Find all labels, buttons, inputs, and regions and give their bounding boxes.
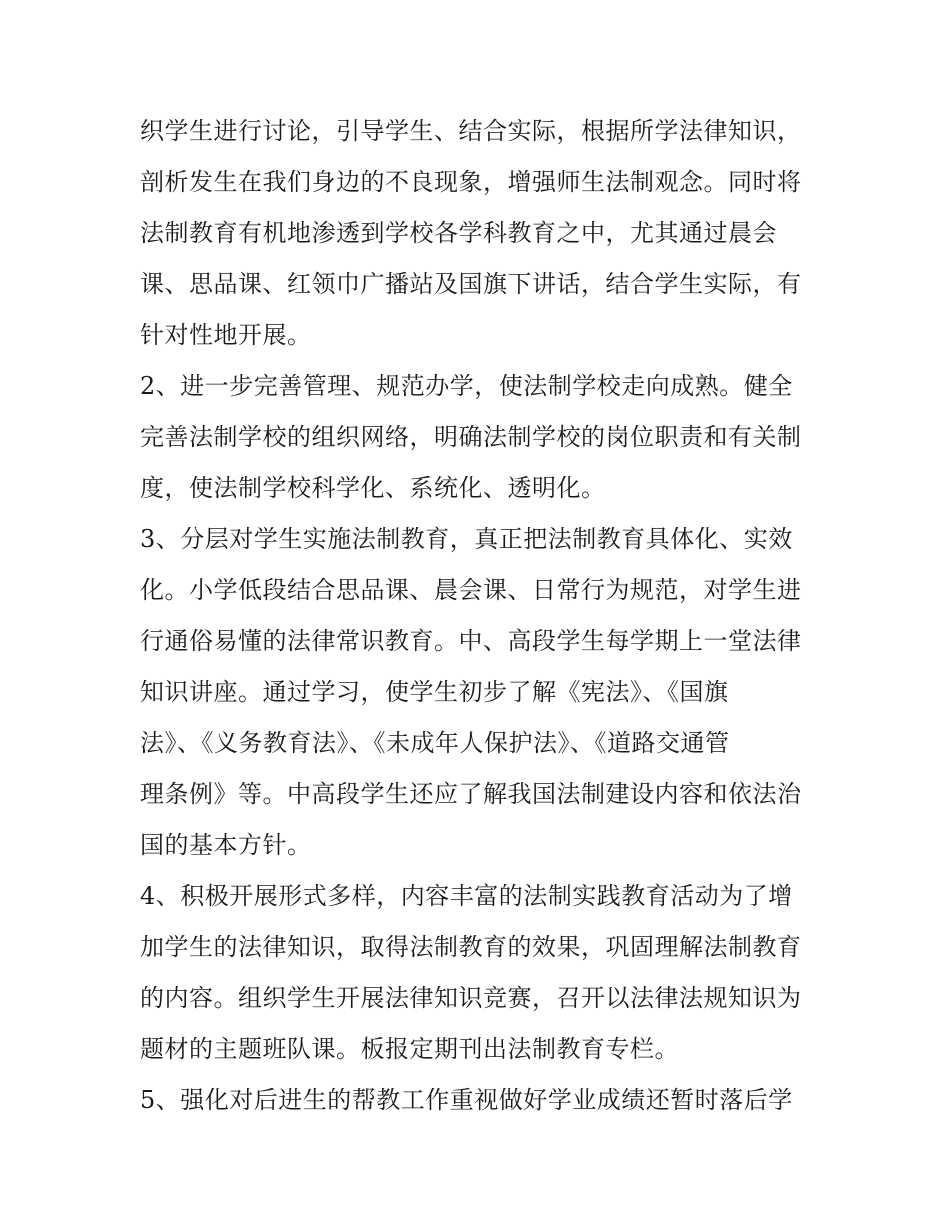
text-line: 题材的主题班队课。板报定期刊出法制教育专栏。 [140,1035,679,1063]
text-line: 国的基本方针。 [140,831,312,859]
text-line: 知识讲座。通过学习，使学生初步了解《宪法》、《国旗 [140,678,729,706]
text-line: 织学生进行讨论，引导学生、结合实际，根据所学法律知识， [140,117,802,145]
text-line: 行通俗易懂的法律常识教育。中、高段学生每学期上一堂法律 [140,627,802,655]
text-line: 加学生的法律知识，取得法制教育的效果，巩固理解法制教育 [140,933,802,961]
text-line: 度，使法制学校科学化、系统化、透明化。 [140,474,606,502]
paragraph-2 [140,361,820,514]
text-line: 法制教育有机地渗透到学校各学科教育之中，尤其通过晨会 [140,219,777,247]
text-line: 理条例》等。中高段学生还应了解我国法制建设内容和依法治 [140,780,802,808]
text-line: 2、进一步完善管理、规范办学，使法制学校走向成熟。健全 [140,372,793,400]
text-line: 完善法制学校的组织网络，明确法制学校的岗位职责和有关制 [140,423,802,451]
text-line: 的内容。组织学生开展法律知识竞赛，召开以法律法规知识为 [140,984,802,1012]
text-line: 剖析发生在我们身边的不良现象，增强师生法制观念。同时将 [140,168,802,196]
text-line: 5、强化对后进生的帮教工作重视做好学业成绩还暂时落后学 [140,1086,793,1114]
paragraph-4 [140,871,820,1075]
text-line: 法》、《义务教育法》、《未成年人保护法》、《道路交通管 [140,729,730,757]
text-line: 4、积极开展形式多样，内容丰富的法制实践教育活动为了增 [140,882,793,910]
text-line: 课、思品课、红领巾广播站及国旗下讲话，结合学生实际，有 [140,270,802,298]
document-body [140,106,820,1126]
paragraph-5 [140,1075,820,1126]
paragraph-3 [140,514,820,871]
text-line: 化。小学低段结合思品课、晨会课、日常行为规范，对学生进 [140,576,802,604]
paragraph-1 [140,106,820,361]
text-line: 针对性地开展。 [140,321,312,349]
text-line: 3、分层对学生实施法制教育，真正把法制教育具体化、实效 [140,525,793,553]
